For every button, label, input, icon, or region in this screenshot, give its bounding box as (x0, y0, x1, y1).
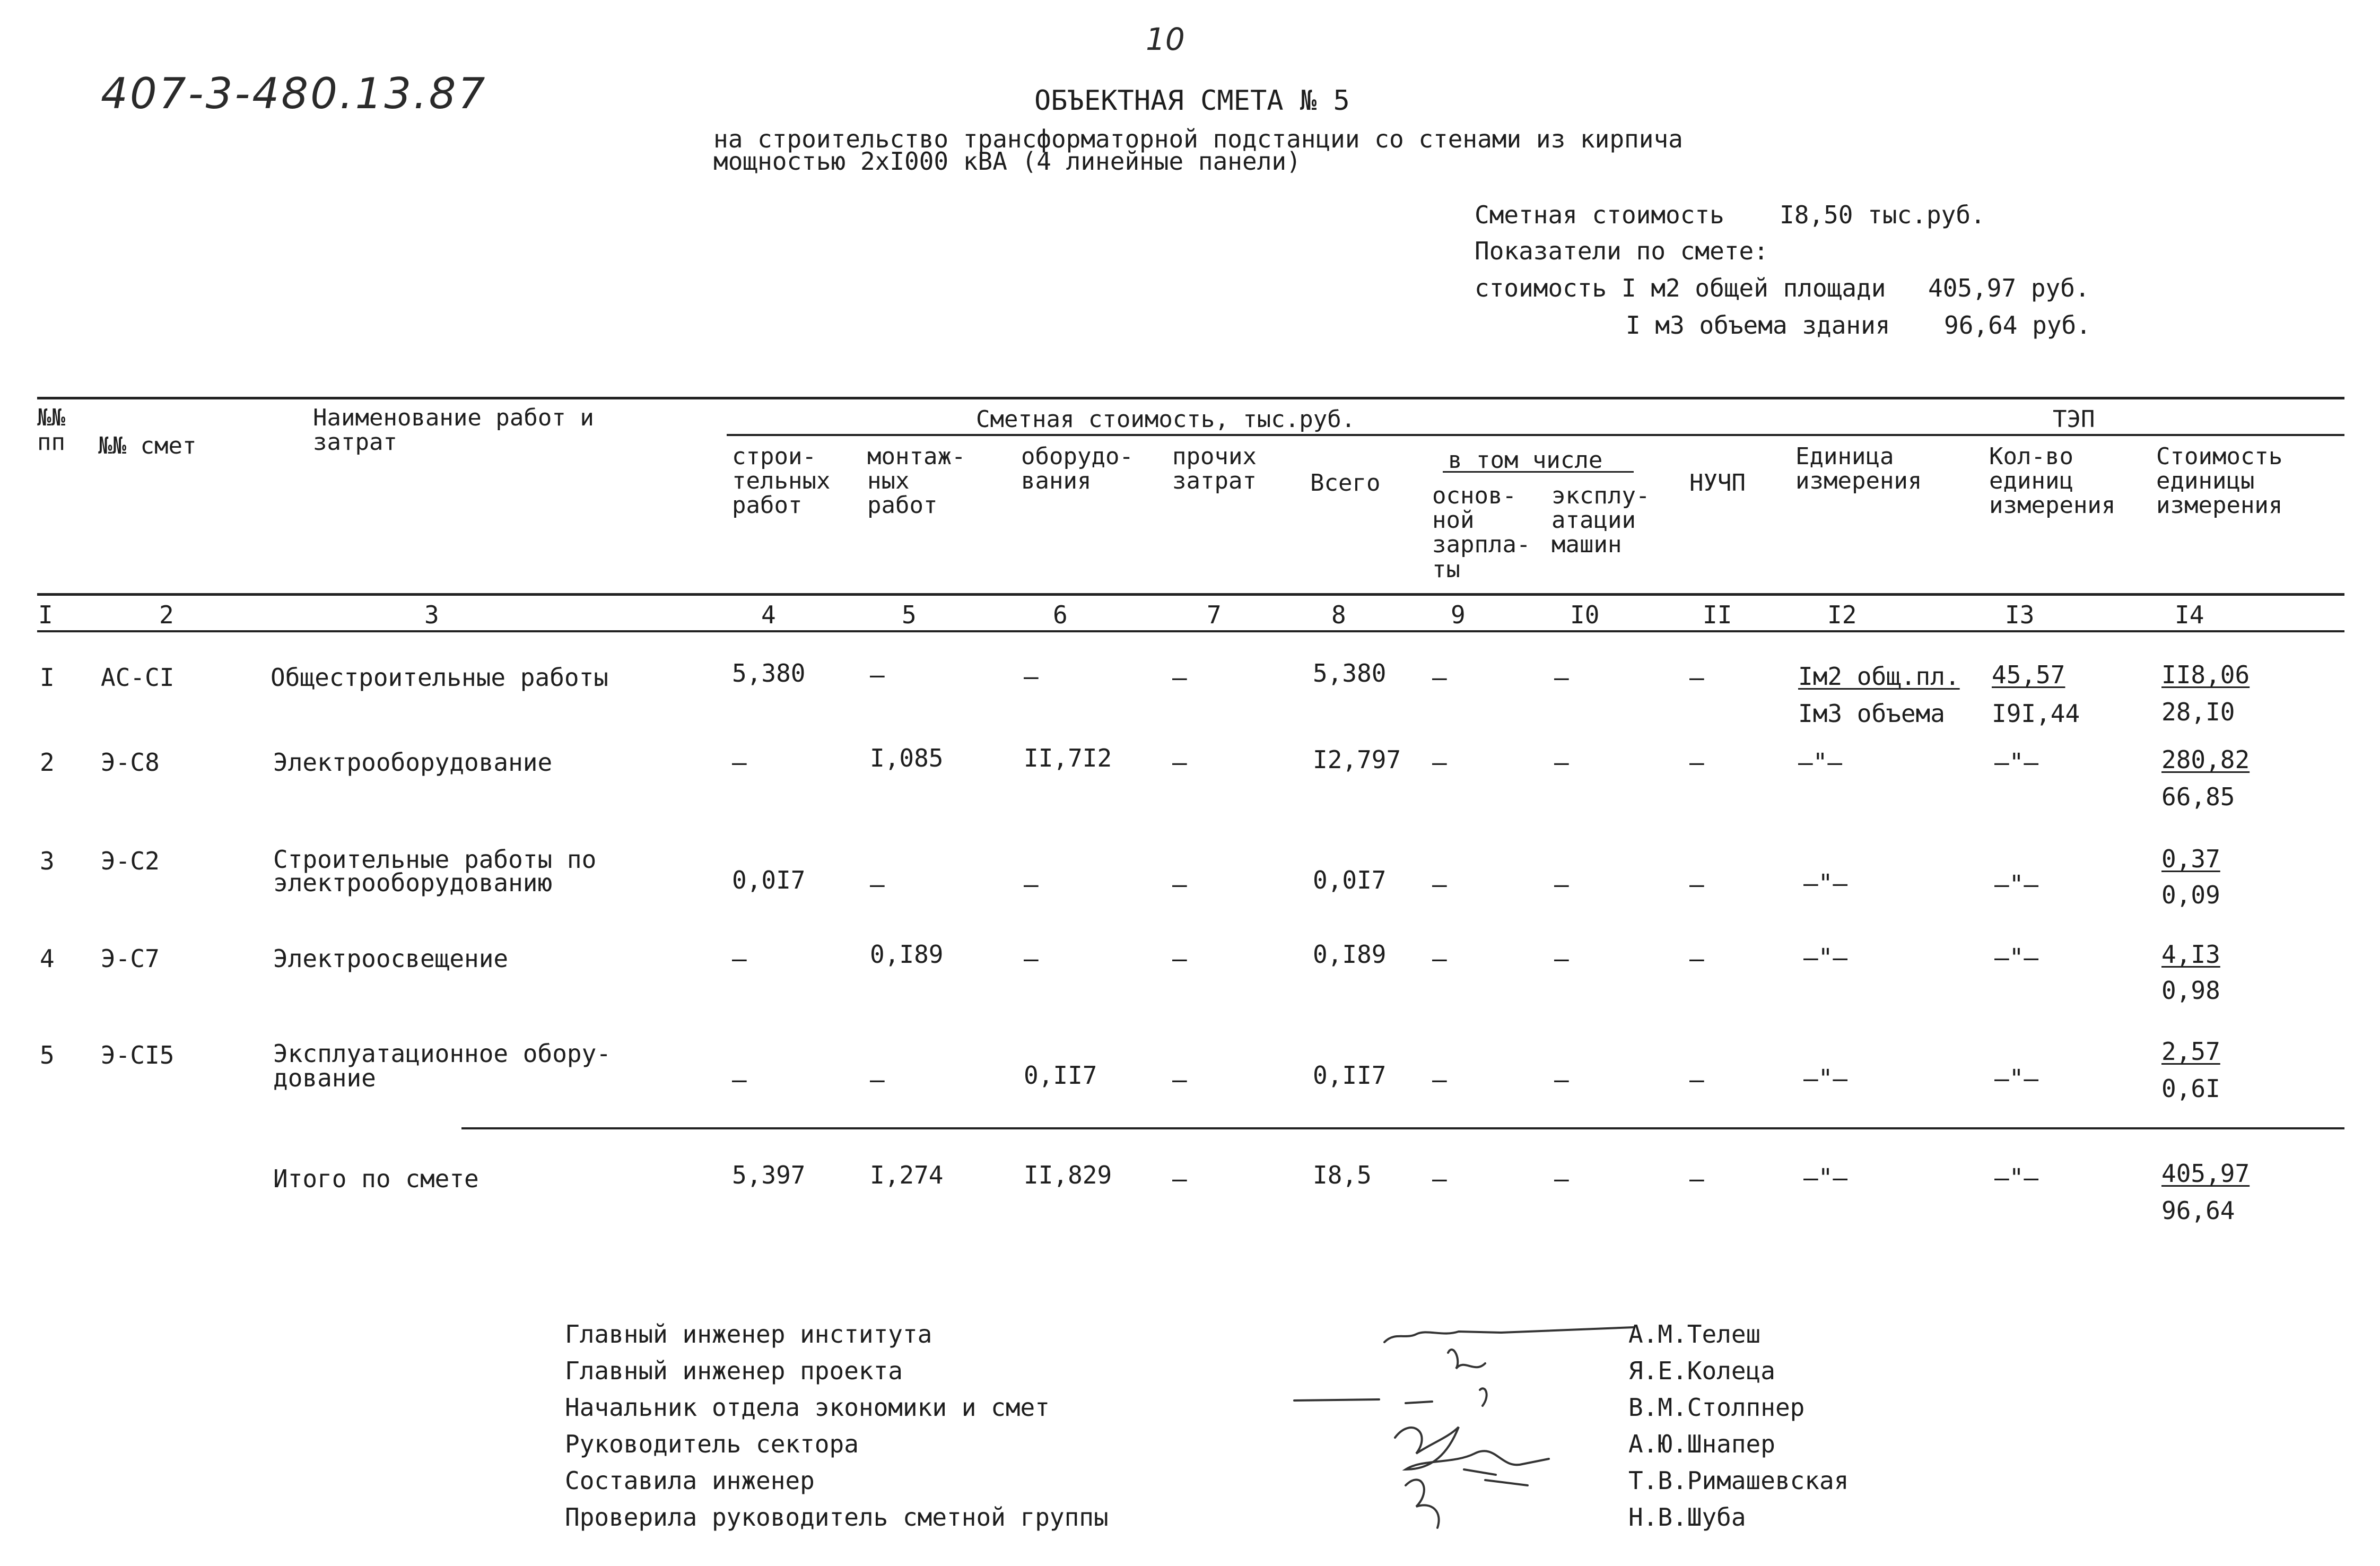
header-col7: прочих затрат (1172, 443, 1257, 495)
colnum-9: 9 (1451, 601, 1466, 629)
page-number: 10 (1146, 21, 1185, 57)
row-cost-construction: – (732, 748, 747, 777)
row-cost-equipment: 0,II7 (1024, 1061, 1097, 1090)
total-unit-cost: 405,97 (2161, 1159, 2250, 1188)
document-subtitle-line2: мощностью 2хI000 кВА (4 линейные панели) (713, 147, 1301, 176)
row-cost-installation: 0,I89 (870, 940, 944, 969)
row-nuchp: – (1689, 1065, 1704, 1094)
row-machines: – (1554, 1065, 1569, 1094)
row-number: 5 (40, 1041, 55, 1069)
colnum-6: 6 (1053, 601, 1068, 629)
total-cost-installation: I,274 (870, 1161, 944, 1189)
row-name: Электрооборудование (273, 748, 553, 777)
total-unit-cost-secondary: 96,64 (2161, 1196, 2235, 1225)
row-nuchp: – (1689, 663, 1704, 692)
row-unit-cost: 280,82 (2161, 745, 2250, 774)
header-col8: Всего (1310, 469, 1381, 497)
header-col2: №№ смет (98, 432, 197, 459)
row-number: I (40, 663, 55, 692)
row-unit-cost: II8,06 (2161, 660, 2250, 689)
row-name-continued: электрооборудованию (273, 868, 553, 897)
signature-name: Н.В.Шуба (1628, 1503, 1746, 1532)
colnum-10: I0 (1570, 601, 1600, 629)
signature-role: Начальник отдела экономики и смет (565, 1393, 1050, 1422)
row-quantity: –"– (1994, 943, 2039, 972)
signature-role: Главный инженер института (565, 1320, 932, 1348)
row-number: 2 (40, 748, 55, 777)
total-quantity: –"– (1994, 1163, 2039, 1192)
row-unit-cost-secondary: 66,85 (2161, 782, 2235, 811)
row-cost-other: – (1172, 748, 1187, 777)
header-col12: Единица измерения (1795, 443, 1922, 495)
row-cost-other: – (1172, 1065, 1187, 1094)
document-title: ОБЪЕКТНАЯ СМЕТА № 5 (1034, 85, 1350, 117)
total-cost-construction: 5,397 (732, 1161, 806, 1189)
row-cost-construction: – (732, 944, 747, 973)
row-cost-other: – (1172, 870, 1187, 899)
signature-role: Главный инженер проекта (565, 1356, 903, 1385)
row-unit-cost: 0,37 (2161, 845, 2220, 873)
header-col14: Стоимость единицы измерения (2156, 443, 2283, 519)
header-col5: монтаж- ных работ (867, 443, 966, 519)
row-code: Э-С8 (101, 748, 160, 777)
row-machines: – (1554, 944, 1569, 973)
total-nuchp: – (1689, 1164, 1704, 1193)
row-unit-secondary: Iм3 объема (1798, 699, 1945, 728)
header-col3: Наименование работ и затрат (313, 404, 594, 456)
colnum-8: 8 (1331, 601, 1346, 629)
row-cost-equipment: – (1024, 944, 1039, 973)
total-machines: – (1554, 1164, 1569, 1193)
summary-per-m3-value: 96,64 руб. (1944, 311, 2091, 340)
total-cost-total: I8,5 (1313, 1161, 1372, 1189)
row-cost-other: – (1172, 663, 1187, 692)
row-wages: – (1432, 748, 1447, 777)
header-col13: Кол-во единиц измерения (1989, 443, 2116, 519)
row-unit-cost-secondary: 28,I0 (2161, 698, 2235, 726)
row-wages: – (1432, 663, 1447, 692)
total-label: Итого по смете (273, 1164, 479, 1193)
row-cost-total: I2,797 (1313, 745, 1401, 774)
summary-per-m2-label: стоимость I м2 общей площади (1475, 274, 1886, 302)
summary-indicators-label: Показатели по смете: (1475, 237, 1768, 265)
row-code: Э-СI5 (101, 1041, 175, 1069)
row-cost-equipment: – (1024, 662, 1039, 691)
header-col11: НУЧП (1689, 469, 1746, 497)
cost-group-rule (727, 434, 2344, 436)
header-cost-group: Сметная стоимость, тыс.руб. (976, 406, 1356, 433)
row-cost-total: 0,0I7 (1313, 866, 1387, 894)
row-unit-cost-secondary: 0,6I (2161, 1074, 2220, 1103)
row-name-continued: дование (273, 1064, 376, 1092)
header-bottom-rule (37, 593, 2344, 596)
row-cost-construction: 5,380 (732, 659, 806, 688)
row-unit-cost-secondary: 0,09 (2161, 881, 2220, 909)
signature-name: Т.В.Римашевская (1628, 1466, 1849, 1495)
row-machines: – (1554, 748, 1569, 777)
header-tep-group: ТЭП (2053, 406, 2095, 433)
row-name: Эксплуатационное обору- (273, 1039, 611, 1068)
total-cost-equipment: II,829 (1024, 1161, 1112, 1189)
signature-role: Составила инженер (565, 1466, 815, 1495)
row-cost-installation: – (870, 870, 885, 899)
colnum-11: II (1703, 601, 1732, 629)
handwritten-signatures (1273, 1310, 1634, 1549)
colnum-5: 5 (902, 601, 917, 629)
row-nuchp: – (1689, 870, 1704, 899)
header-col1: №№ пп (37, 404, 65, 456)
colnum-12: I2 (1827, 601, 1857, 629)
row-nuchp: – (1689, 748, 1704, 777)
row-machines: – (1554, 663, 1569, 692)
colnum-2: 2 (159, 601, 174, 629)
numbers-bottom-rule (37, 630, 2344, 632)
row-quantity: 45,57 (1992, 660, 2065, 689)
colnum-1: I (38, 601, 53, 629)
row-code: АС-СI (101, 663, 175, 692)
row-unit-cost-secondary: 0,98 (2161, 976, 2220, 1005)
row-cost-construction: – (732, 1065, 747, 1094)
row-name: Электроосвещение (273, 944, 509, 973)
summary-cost-value: I8,50 тыс.руб. (1780, 201, 1985, 229)
header-col9: основ- ной зарпла- ты (1432, 482, 1531, 583)
table-top-rule (37, 397, 2344, 399)
row-cost-equipment: II,7I2 (1024, 744, 1112, 772)
row-quantity-secondary: I9I,44 (1992, 699, 2080, 728)
row-cost-construction: 0,0I7 (732, 866, 806, 894)
row-cost-total: 0,II7 (1313, 1061, 1387, 1090)
row-cost-installation: I,085 (870, 744, 944, 772)
summary-cost-label: Сметная стоимость (1475, 201, 1724, 229)
header-incl-group: в том числе (1448, 447, 1603, 474)
row-unit: –"– (1803, 869, 1848, 898)
row-code: Э-С2 (101, 847, 160, 875)
row-cost-total: 0,I89 (1313, 940, 1387, 969)
colnum-7: 7 (1207, 601, 1222, 629)
total-wages: – (1432, 1164, 1447, 1193)
total-unit: –"– (1803, 1163, 1848, 1192)
total-rule (461, 1127, 2344, 1129)
signature-role: Руководитель сектора (565, 1430, 859, 1458)
row-quantity: –"– (1994, 748, 2039, 777)
header-col4: строи- тельных работ (732, 443, 831, 519)
row-code: Э-С7 (101, 944, 160, 973)
colnum-14: I4 (2175, 601, 2204, 629)
row-cost-equipment: – (1024, 870, 1039, 899)
row-unit: –"– (1798, 748, 1843, 777)
row-machines: – (1554, 870, 1569, 899)
row-wages: – (1432, 944, 1447, 973)
summary-per-m2-value: 405,97 руб. (1928, 274, 2090, 302)
row-wages: – (1432, 870, 1447, 899)
total-cost-other: – (1172, 1164, 1187, 1193)
row-name: Общестроительные работы (271, 663, 608, 692)
row-number: 4 (40, 944, 55, 973)
row-name: Строительные работы по (273, 845, 597, 874)
document-subtitle-line1: на строительство трансформаторной подстанции со стенами из кирпича (713, 125, 1683, 153)
row-cost-installation: – (870, 1065, 885, 1094)
signature-name: В.М.Столпнер (1628, 1393, 1805, 1422)
row-unit: Iм2 общ.пл. (1798, 662, 1960, 691)
row-number: 3 (40, 847, 55, 875)
row-cost-installation: – (870, 660, 885, 689)
signature-name: А.Ю.Шнапер (1628, 1430, 1775, 1458)
row-nuchp: – (1689, 944, 1704, 973)
header-col10: эксплу- атации машин (1551, 482, 1650, 559)
summary-per-m3-label: I м3 объема здания (1626, 311, 1890, 340)
row-quantity: –"– (1994, 1064, 2039, 1093)
row-wages: – (1432, 1065, 1447, 1094)
colnum-4: 4 (761, 601, 776, 629)
signature-name: Я.Е.Колеца (1628, 1356, 1775, 1385)
signature-role: Проверила руководитель сметной группы (565, 1503, 1109, 1532)
row-unit: –"– (1803, 1064, 1848, 1093)
row-cost-other: – (1172, 944, 1187, 973)
colnum-3: 3 (424, 601, 439, 629)
row-cost-total: 5,380 (1313, 659, 1387, 688)
row-unit: –"– (1803, 943, 1848, 972)
row-unit-cost: 4,I3 (2161, 940, 2220, 969)
row-unit-cost: 2,57 (2161, 1037, 2220, 1066)
header-col6: оборудо- вания (1021, 443, 1134, 495)
signature-name: А.М.Телеш (1628, 1320, 1761, 1348)
colnum-13: I3 (2005, 601, 2035, 629)
document-code: 407-3-480.13.87 (101, 69, 487, 118)
row-quantity: –"– (1994, 870, 2039, 899)
